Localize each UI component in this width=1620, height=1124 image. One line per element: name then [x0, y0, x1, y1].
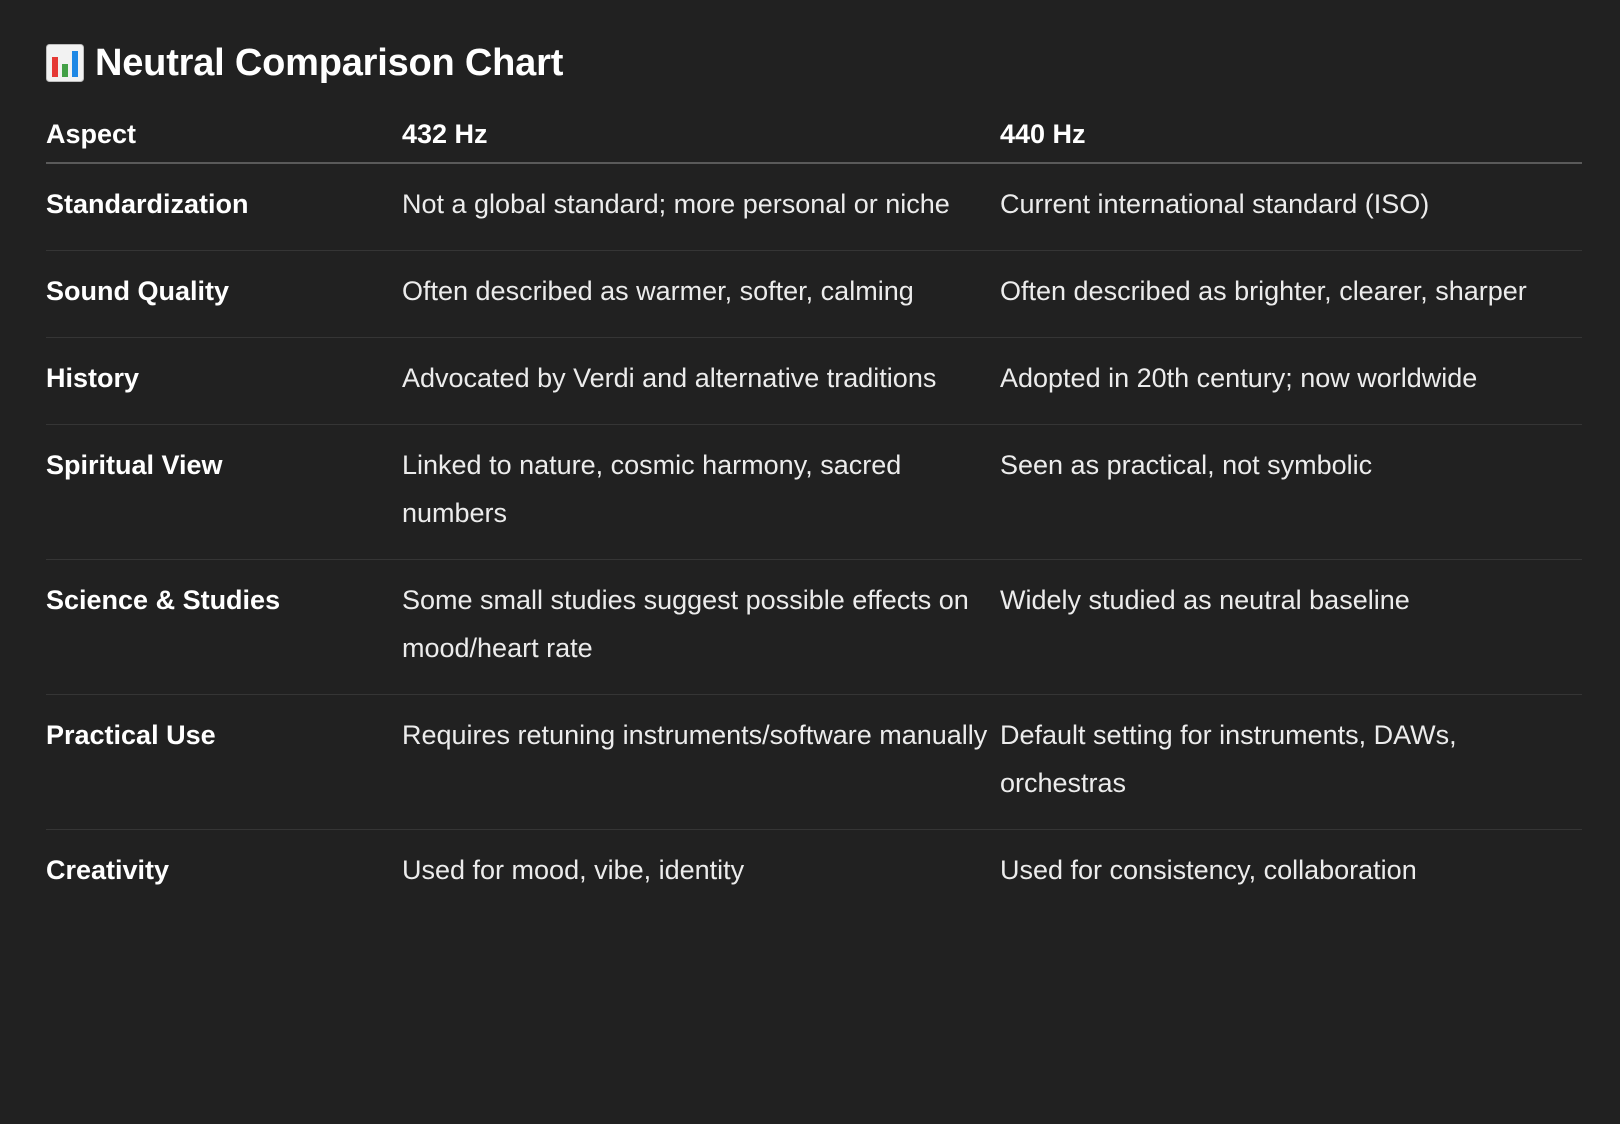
row-440hz-value: Default setting for instruments, DAWs, orchestras — [1000, 695, 1582, 830]
row-aspect: History — [46, 338, 402, 425]
row-aspect: Spiritual View — [46, 425, 402, 560]
header-aspect: Aspect — [46, 106, 402, 163]
row-432hz-value: Linked to nature, cosmic harmony, sacred numbers — [402, 425, 1000, 560]
row-aspect: Science & Studies — [46, 560, 402, 695]
table-row — [46, 695, 1582, 830]
row-440hz-value: Current international standard (ISO) — [1000, 163, 1582, 251]
row-432hz-value: Often described as warmer, softer, calming — [402, 251, 1000, 338]
bar-chart-icon — [46, 44, 84, 82]
header-440hz: 440 Hz — [1000, 106, 1582, 163]
row-432hz-value: Some small studies suggest possible effects on mood/heart rate — [402, 560, 1000, 695]
title-text: Neutral Comparison Chart — [95, 41, 564, 84]
row-432hz-value: Used for mood, vibe, identity — [402, 855, 745, 885]
row-aspect: Creativity — [46, 855, 170, 885]
table-row — [46, 338, 1582, 425]
header-432hz: 432 Hz — [402, 106, 1000, 163]
row-440hz-value: Adopted in 20th century; now worldwide — [1000, 338, 1582, 425]
comparison-table — [46, 106, 1582, 916]
row-aspect: Sound Quality — [46, 251, 402, 338]
row-aspect: Practical Use — [46, 695, 402, 830]
row-432hz-value: Requires retuning instruments/software manually — [402, 695, 1000, 830]
row-440hz-value: Widely studied as neutral baseline — [1000, 560, 1582, 695]
row-432hz-value: Advocated by Verdi and alternative traditions — [402, 338, 1000, 425]
table-header-row — [46, 106, 1582, 163]
table-row — [46, 425, 1582, 560]
table-row — [46, 560, 1582, 695]
page-title — [46, 38, 563, 88]
table-row — [46, 830, 1582, 917]
row-440hz-value: Seen as practical, not symbolic — [1000, 425, 1582, 560]
table-row — [46, 251, 1582, 338]
row-440hz-value: Used for consistency, collaboration — [1000, 855, 1417, 885]
table-row — [46, 163, 1582, 251]
row-aspect: Standardization — [46, 163, 402, 251]
row-440hz-value: Often described as brighter, clearer, sharper — [1000, 251, 1582, 338]
row-432hz-value: Not a global standard; more personal or niche — [402, 163, 1000, 251]
